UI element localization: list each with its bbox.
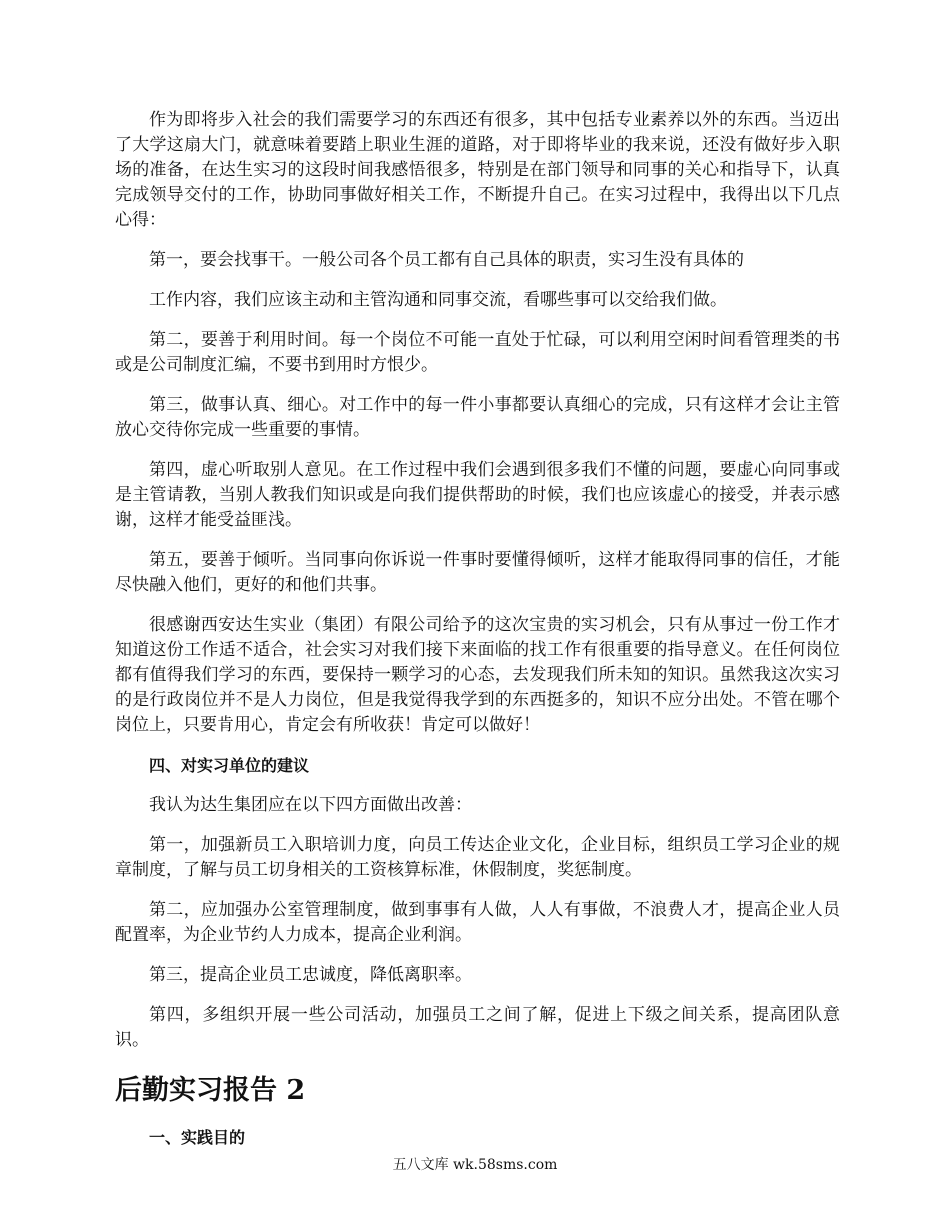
paragraph-thanks: 很感谢西安达生实业（集团）有限公司给予的这次宝贵的实习机会，只有从事过一份工作才知道这份工作适不适合，社会实习对我们接下来面临的找工作有很重要的指导意义。在任何岗位都有值得我们学习的东西，要保持一颗学习的心态，去发现我们所未知的知识。虽然我这次实习的是行政岗位并不是人力岗位，但是我觉得我学到的东西挺多的，知识不应分出处。不管在哪个岗位上，只要肯用心，肯定会有所收获！肯定可以做好！	[115, 615, 840, 735]
paragraph-point-4: 第四，虚心听取别人意见。在工作过程中我们会遇到很多我们不懂的问题，要虚心向同事或是主管请教，当别人教我们知识或是向我们提供帮助的时候，我们也应该虚心的接受，并表示感谢，这样才能受益匪浅。	[115, 460, 840, 530]
paragraph-suggestion-4: 第四，多组织开展一些公司活动，加强员工之间了解，促进上下级之间关系，提高团队意识。	[115, 1005, 840, 1050]
paragraph-point-3: 第三，做事认真、细心。对工作中的每一件小事都要认真细心的完成，只有这样才会让主管放心交待你完成一些重要的事情。	[115, 395, 840, 440]
paragraph-suggestion-1: 第一，加强新员工入职培训力度，向员工传达企业文化，企业目标，组织员工学习企业的规章制度，了解与员工切身相关的工资核算标准，休假制度，奖惩制度。	[115, 835, 840, 880]
paragraph-suggestion-3: 第三，提高企业员工忠诚度，降低离职率。	[149, 965, 472, 985]
paragraph-point-2: 第二，要善于利用时间。每一个岗位不可能一直处于忙碌，可以利用空闲时间看管理类的书或是公司制度汇编，不要书到用时方恨少。	[115, 330, 840, 375]
paragraph-point-1: 第一，要会找事干。一般公司各个员工都有自己具体的职责，实习生没有具体的	[149, 250, 744, 270]
paragraph-point-5: 第五，要善于倾听。当同事向你诉说一件事时要懂得倾听，这样才能取得同事的信任，才能尽快融入他们，更好的和他们共事。	[115, 550, 840, 595]
paragraph-suggestion-intro: 我认为达生集团应在以下四方面做出改善：	[149, 795, 472, 815]
paragraph-point-1-cont: 工作内容，我们应该主动和主管沟通和同事交流，看哪些事可以交给我们做。	[149, 290, 727, 310]
paragraph-intro: 作为即将步入社会的我们需要学习的东西还有很多，其中包括专业素养以外的东西。当迈出了大学这扇大门，就意味着要踏上职业生涯的道路，对于即将毕业的我来说，还没有做好步入职场的准备，在达生实习的这段时间我感悟很多，特别是在部门领导和同事的关心和指导下，认真完成领导交付的工作，协助同事做好相关工作，不断提升自己。在实习过程中，我得出以下几点心得：	[115, 110, 840, 230]
section-heading-suggestions: 四、对实习单位的建议	[149, 756, 310, 775]
section-heading-purpose: 一、实践目的	[149, 1128, 246, 1147]
paragraph-suggestion-2: 第二，应加强办公室管理制度，做到事事有人做，人人有事做，不浪费人才，提高企业人员配置率，为企业节约人力成本，提高企业利润。	[115, 900, 840, 945]
footer-watermark: 五八文库 wk.58sms.com	[392, 1157, 558, 1173]
report-title-2: 后勤实习报告 2	[115, 1075, 306, 1106]
document-body	[115, 108, 840, 1165]
